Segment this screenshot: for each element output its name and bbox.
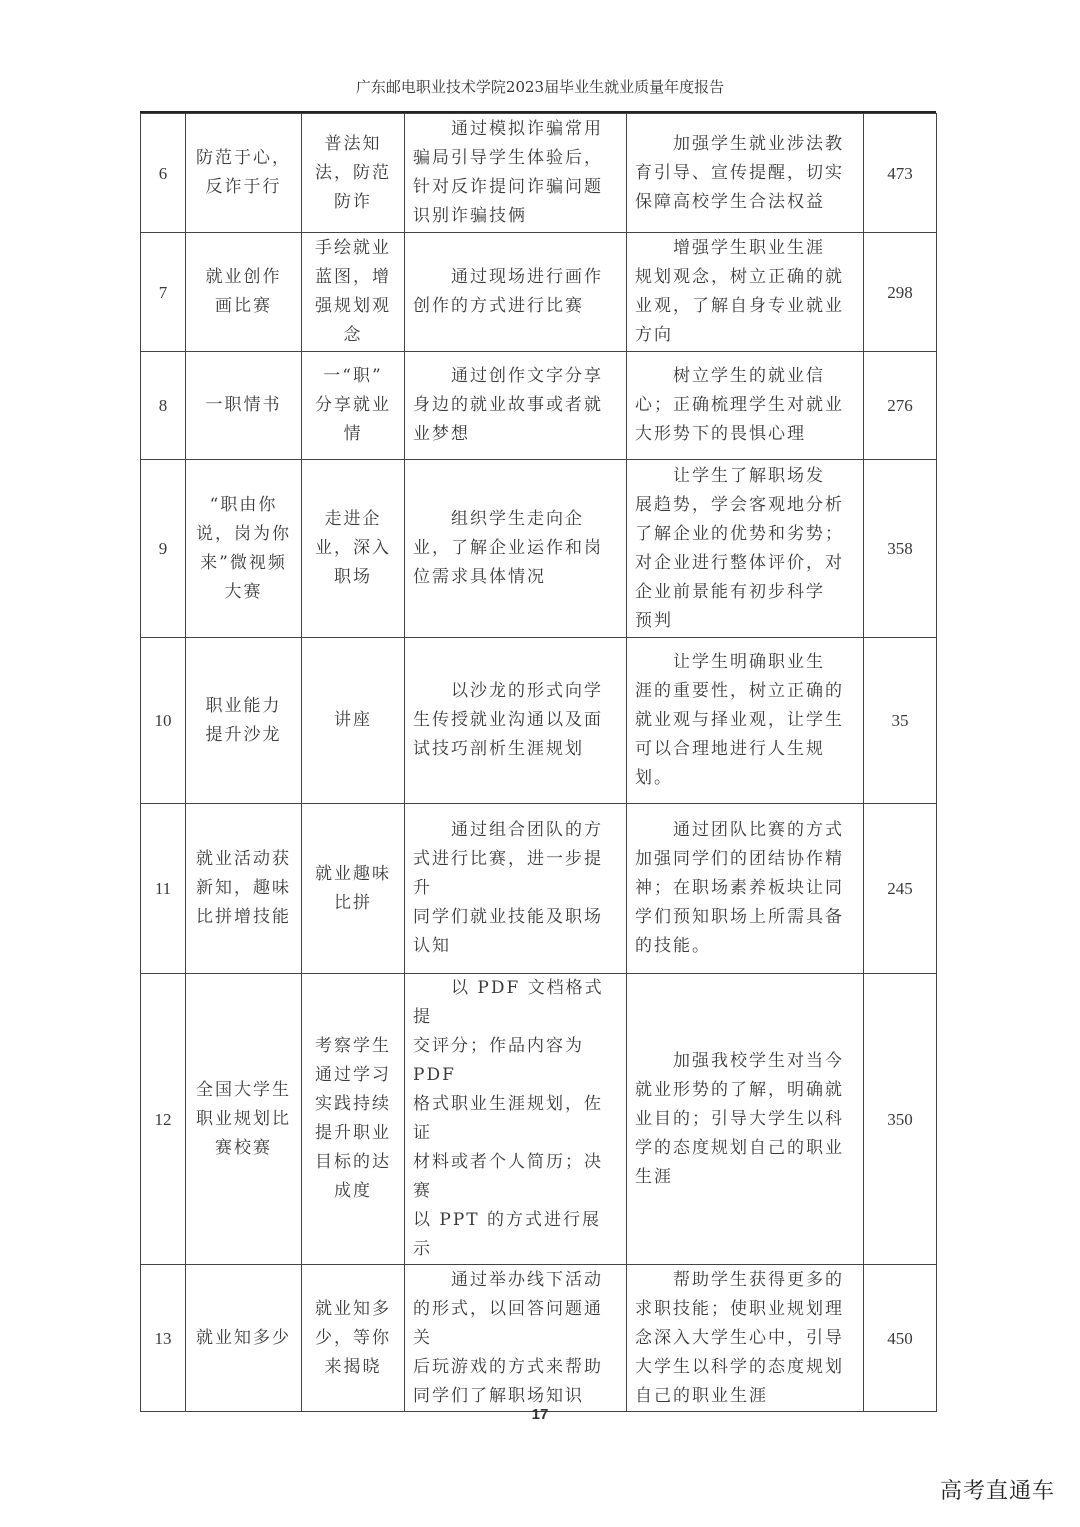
activity-theme: 普法知 法，防范 防诈	[302, 114, 405, 233]
row-number: 12	[141, 974, 186, 1265]
activity-form: 以 PDF 文档格式提 交评分；作品内容为 PDF 格式职业生涯规划，佐证 材料或者个人简历；决赛 以 PPT 的方式进行展示	[405, 974, 627, 1265]
table-row	[141, 114, 937, 233]
activity-name: 就业活动获 新知，趣味 比拼增技能	[186, 804, 302, 974]
row-number: 6	[141, 114, 186, 233]
activity-theme: 一“职” 分享就业 情	[302, 352, 405, 460]
activity-form: 通过举办线下活动 的形式，以回答问题通关 后玩游戏的方式来帮助 同学们了解职场知识	[405, 1265, 627, 1412]
activity-theme: 手绘就业 蓝图，增 强规划观 念	[302, 233, 405, 352]
table-row	[141, 460, 937, 638]
row-number: 9	[141, 460, 186, 638]
participant-count: 35	[864, 638, 937, 804]
activity-form: 以沙龙的形式向学 生传授就业沟通以及面 试技巧剖析生涯规划	[405, 638, 627, 804]
row-number: 13	[141, 1265, 186, 1412]
activity-form: 通过组合团队的方 式进行比赛，进一步提升 同学们就业技能及职场 认知	[405, 804, 627, 974]
watermark: 高考直通车	[940, 1479, 1056, 1504]
activity-effect: 增强学生职业生涯 规划观念，树立正确的就 业观，了解自身专业就业 方向	[627, 233, 864, 352]
activity-theme: 就业知多 少，等你 来揭晓	[302, 1265, 405, 1412]
activities-table	[140, 113, 937, 1412]
activity-theme: 考察学生 通过学习 实践持续 提升职业 目标的达 成度	[302, 974, 405, 1265]
table-row	[141, 233, 937, 352]
activity-effect: 加强学生就业涉法教 育引导、宣传提醒，切实 保障高校学生合法权益	[627, 114, 864, 233]
activity-name: 一职情书	[186, 352, 302, 460]
participant-count: 276	[864, 352, 937, 460]
activity-form: 组织学生走向企 业，了解企业运作和岗 位需求具体情况	[405, 460, 627, 638]
activity-effect: 让学生明确职业生 涯的重要性，树立正确的 就业观与择业观，让学生 可以合理地进行人生规 划。	[627, 638, 864, 804]
activity-form: 通过模拟诈骗常用 骗局引导学生体验后， 针对反诈提问诈骗问题 识别诈骗技俩	[405, 114, 627, 233]
row-number: 10	[141, 638, 186, 804]
activity-name: 全国大学生 职业规划比 赛校赛	[186, 974, 302, 1265]
table-row	[141, 638, 937, 804]
activity-form: 通过创作文字分享 身边的就业故事或者就 业梦想	[405, 352, 627, 460]
participant-count: 298	[864, 233, 937, 352]
row-number: 11	[141, 804, 186, 974]
participant-count: 245	[864, 804, 937, 974]
row-number: 8	[141, 352, 186, 460]
participant-count: 358	[864, 460, 937, 638]
activity-effect: 通过团队比赛的方式 加强同学们的团结协作精 神；在职场素养板块让同 学们预知职场上所需具备 的技能。	[627, 804, 864, 974]
activity-name: 防范于心， 反诈于行	[186, 114, 302, 233]
activity-name: 就业知多少	[186, 1265, 302, 1412]
row-number: 7	[141, 233, 186, 352]
activity-effect: 加强我校学生对当今 就业形势的了解，明确就 业目的；引导大学生以科 学的态度规划自己的职业 生涯	[627, 974, 864, 1265]
activity-theme: 走进企 业，深入 职场	[302, 460, 405, 638]
table-row	[141, 352, 937, 460]
participant-count: 350	[864, 974, 937, 1265]
table-row	[141, 1265, 937, 1412]
activity-effect: 帮助学生获得更多的 求职技能；使职业规划理 念深入大学生心中，引导 大学生以科学的态度规划 自己的职业生涯	[627, 1265, 864, 1412]
table-row	[141, 974, 937, 1265]
activity-form: 通过现场进行画作 创作的方式进行比赛	[405, 233, 627, 352]
activity-theme: 讲座	[302, 638, 405, 804]
page-header: 广东邮电职业技术学院2023届毕业生就业质量年度报告	[355, 78, 725, 96]
activity-name: “职由你 说，岗为你 来”微视频 大赛	[186, 460, 302, 638]
activity-theme: 就业趣味 比拼	[302, 804, 405, 974]
activity-effect: 树立学生的就业信 心；正确梳理学生对就业 大形势下的畏惧心理	[627, 352, 864, 460]
participant-count: 473	[864, 114, 937, 233]
table-row	[141, 804, 937, 974]
activity-name: 就业创作 画比赛	[186, 233, 302, 352]
activity-effect: 让学生了解职场发 展趋势，学会客观地分析 了解企业的优势和劣势； 对企业进行整体评价，对 企业前景能有初步科学 预判	[627, 460, 864, 638]
activity-name: 职业能力 提升沙龙	[186, 638, 302, 804]
participant-count: 450	[864, 1265, 937, 1412]
page-number: 17	[531, 1406, 549, 1423]
